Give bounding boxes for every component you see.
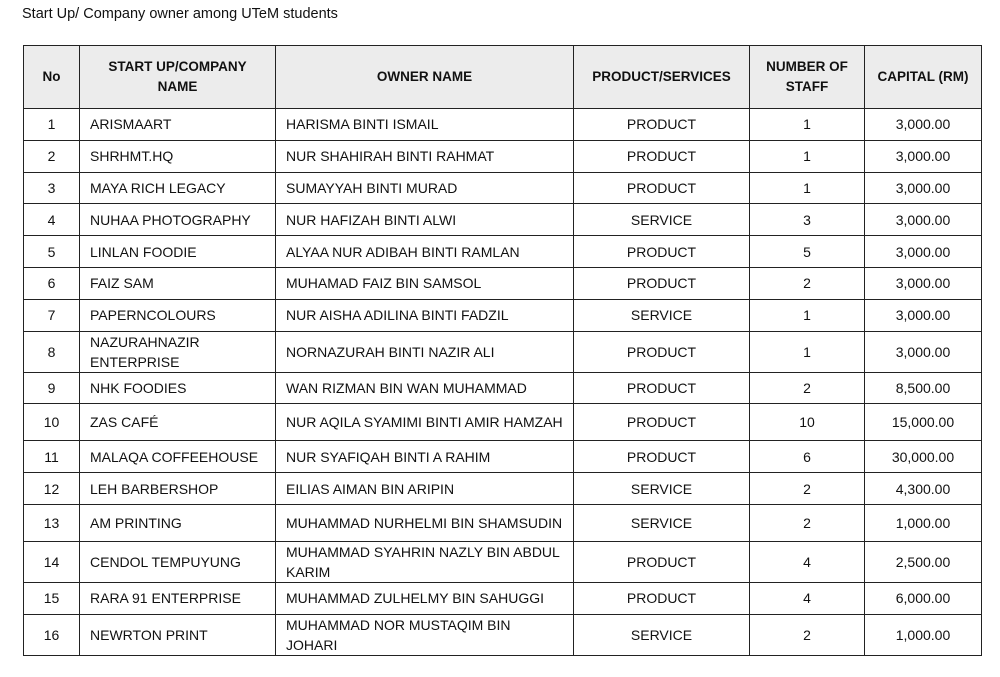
cell-number-of-staff: 2 (750, 372, 865, 404)
cell-number-of-staff: 10 (750, 404, 865, 441)
cell-capital: 15,000.00 (865, 404, 982, 441)
cell-product-services: PRODUCT (574, 331, 750, 372)
cell-number-of-staff: 1 (750, 331, 865, 372)
cell-number-of-staff: 2 (750, 473, 865, 505)
cell-number-of-staff: 6 (750, 441, 865, 473)
cell-no: 2 (24, 140, 80, 172)
header-no: No (24, 46, 80, 109)
cell-product-services: PRODUCT (574, 541, 750, 582)
table-row (24, 299, 982, 331)
header-row (24, 46, 982, 109)
cell-capital: 2,500.00 (865, 541, 982, 582)
header-number-of-staff: NUMBER OF STAFF (750, 46, 865, 109)
header-product-services: PRODUCT/SERVICES (574, 46, 750, 109)
table-row (24, 372, 982, 404)
cell-owner-name: SUMAYYAH BINTI MURAD (276, 172, 574, 204)
cell-owner-name: EILIAS AIMAN BIN ARIPIN (276, 473, 574, 505)
cell-no: 10 (24, 404, 80, 441)
cell-product-services: SERVICE (574, 204, 750, 236)
cell-company-name: MALAQA COFFEEHOUSE (80, 441, 276, 473)
cell-product-services: PRODUCT (574, 109, 750, 141)
cell-company-name: SHRHMT.HQ (80, 140, 276, 172)
cell-company-name: MAYA RICH LEGACY (80, 172, 276, 204)
cell-number-of-staff: 3 (750, 204, 865, 236)
cell-owner-name: MUHAMMAD NOR MUSTAQIM BIN JOHARI (276, 614, 574, 655)
table-row (24, 473, 982, 505)
cell-no: 13 (24, 504, 80, 541)
cell-number-of-staff: 4 (750, 541, 865, 582)
cell-capital: 3,000.00 (865, 331, 982, 372)
cell-owner-name: NUR HAFIZAH BINTI ALWI (276, 204, 574, 236)
cell-owner-name: NORNAZURAH BINTI NAZIR ALI (276, 331, 574, 372)
table-row (24, 614, 982, 655)
startup-table (23, 45, 982, 656)
cell-product-services: PRODUCT (574, 236, 750, 268)
cell-number-of-staff: 1 (750, 140, 865, 172)
cell-company-name: NAZURAHNAZIR ENTERPRISE (80, 331, 276, 372)
cell-capital: 30,000.00 (865, 441, 982, 473)
cell-owner-name: WAN RIZMAN BIN WAN MUHAMMAD (276, 372, 574, 404)
cell-number-of-staff: 5 (750, 236, 865, 268)
cell-capital: 1,000.00 (865, 614, 982, 655)
cell-company-name: ARISMAART (80, 109, 276, 141)
cell-product-services: SERVICE (574, 614, 750, 655)
cell-product-services: PRODUCT (574, 404, 750, 441)
cell-capital: 3,000.00 (865, 267, 982, 299)
cell-company-name: CENDOL TEMPUYUNG (80, 541, 276, 582)
table-row (24, 331, 982, 372)
cell-owner-name: HARISMA BINTI ISMAIL (276, 109, 574, 141)
cell-product-services: PRODUCT (574, 172, 750, 204)
cell-company-name: NUHAA PHOTOGRAPHY (80, 204, 276, 236)
cell-owner-name: MUHAMMAD ZULHELMY BIN SAHUGGI (276, 582, 574, 614)
cell-number-of-staff: 4 (750, 582, 865, 614)
cell-owner-name: NUR SHAHIRAH BINTI RAHMAT (276, 140, 574, 172)
cell-no: 5 (24, 236, 80, 268)
table-row (24, 267, 982, 299)
table-row (24, 140, 982, 172)
cell-no: 15 (24, 582, 80, 614)
header-capital: CAPITAL (RM) (865, 46, 982, 109)
table-row (24, 582, 982, 614)
cell-no: 3 (24, 172, 80, 204)
cell-number-of-staff: 1 (750, 172, 865, 204)
cell-no: 4 (24, 204, 80, 236)
cell-capital: 1,000.00 (865, 504, 982, 541)
table-row (24, 504, 982, 541)
cell-no: 11 (24, 441, 80, 473)
cell-number-of-staff: 2 (750, 504, 865, 541)
cell-company-name: PAPERNCOLOURS (80, 299, 276, 331)
cell-capital: 3,000.00 (865, 236, 982, 268)
cell-no: 12 (24, 473, 80, 505)
cell-owner-name: NUR AISHA ADILINA BINTI FADZIL (276, 299, 574, 331)
cell-company-name: RARA 91 ENTERPRISE (80, 582, 276, 614)
table-row (24, 204, 982, 236)
table-caption: Start Up/ Company owner among UTeM students (22, 6, 338, 22)
table-row (24, 172, 982, 204)
cell-number-of-staff: 1 (750, 299, 865, 331)
cell-product-services: PRODUCT (574, 267, 750, 299)
cell-no: 6 (24, 267, 80, 299)
cell-company-name: AM PRINTING (80, 504, 276, 541)
cell-company-name: LINLAN FOODIE (80, 236, 276, 268)
cell-capital: 8,500.00 (865, 372, 982, 404)
table-row (24, 109, 982, 141)
header-owner-name: OWNER NAME (276, 46, 574, 109)
cell-company-name: ZAS CAFÉ (80, 404, 276, 441)
cell-no: 14 (24, 541, 80, 582)
cell-no: 16 (24, 614, 80, 655)
cell-product-services: PRODUCT (574, 372, 750, 404)
cell-company-name: NEWRTON PRINT (80, 614, 276, 655)
cell-capital: 3,000.00 (865, 172, 982, 204)
cell-product-services: PRODUCT (574, 582, 750, 614)
cell-owner-name: NUR SYAFIQAH BINTI A RAHIM (276, 441, 574, 473)
cell-product-services: PRODUCT (574, 441, 750, 473)
header-company-name: START UP/COMPANY NAME (80, 46, 276, 109)
cell-number-of-staff: 2 (750, 267, 865, 299)
cell-owner-name: MUHAMAD FAIZ BIN SAMSOL (276, 267, 574, 299)
cell-capital: 3,000.00 (865, 299, 982, 331)
cell-owner-name: ALYAA NUR ADIBAH BINTI RAMLAN (276, 236, 574, 268)
cell-no: 1 (24, 109, 80, 141)
table-row (24, 541, 982, 582)
cell-company-name: NHK FOODIES (80, 372, 276, 404)
cell-capital: 6,000.00 (865, 582, 982, 614)
cell-product-services: SERVICE (574, 504, 750, 541)
cell-owner-name: MUHAMMAD NURHELMI BIN SHAMSUDIN (276, 504, 574, 541)
cell-capital: 3,000.00 (865, 109, 982, 141)
cell-number-of-staff: 1 (750, 109, 865, 141)
cell-owner-name: NUR AQILA SYAMIMI BINTI AMIR HAMZAH (276, 404, 574, 441)
cell-capital: 4,300.00 (865, 473, 982, 505)
cell-owner-name: MUHAMMAD SYAHRIN NAZLY BIN ABDUL KARIM (276, 541, 574, 582)
table-row (24, 404, 982, 441)
cell-capital: 3,000.00 (865, 204, 982, 236)
cell-company-name: LEH BARBERSHOP (80, 473, 276, 505)
cell-product-services: SERVICE (574, 299, 750, 331)
cell-no: 8 (24, 331, 80, 372)
cell-product-services: PRODUCT (574, 140, 750, 172)
cell-product-services: SERVICE (574, 473, 750, 505)
table-row (24, 236, 982, 268)
cell-no: 7 (24, 299, 80, 331)
cell-no: 9 (24, 372, 80, 404)
cell-company-name: FAIZ SAM (80, 267, 276, 299)
cell-capital: 3,000.00 (865, 140, 982, 172)
cell-number-of-staff: 2 (750, 614, 865, 655)
table-row (24, 441, 982, 473)
